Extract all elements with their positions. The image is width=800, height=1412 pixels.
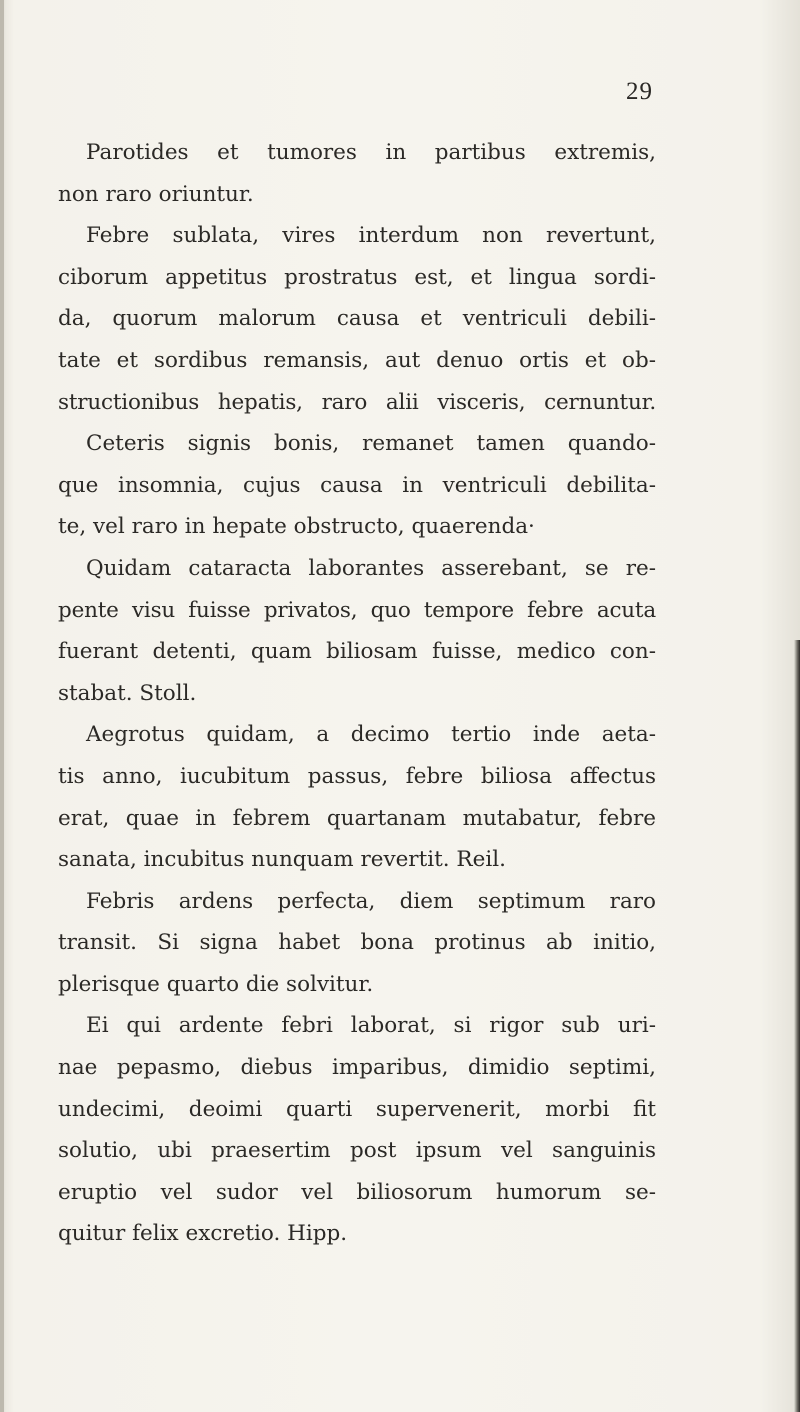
text-line: quitur felix excretio. Hipp. (58, 1221, 348, 1247)
body-text (58, 132, 656, 1255)
page-right-edge-shadow (794, 640, 800, 1412)
text-line: da, quorum malorum causa et ventriculi debili- (58, 306, 656, 332)
page-left-edge (0, 0, 4, 1412)
text-line: undecimi, deoimi quarti supervenerit, morbi fit (58, 1096, 656, 1122)
text-line: pente visu fuisse privatos, quo tempore febre acuta (58, 597, 656, 623)
text-line: solutio, ubi praesertim post ipsum vel sanguinis (58, 1138, 656, 1164)
text-line: structionibus hepatis, raro alii visceris, cernuntur. (58, 389, 656, 415)
text-line: tate et sordibus remansis, aut denuo ortis et ob- (58, 347, 656, 373)
text-line: Quidam cataracta laborantes asserebant, se re- (86, 555, 656, 581)
text-line: erat, quae in febrem quartanam mutabatur, febre (58, 805, 656, 831)
page-number: 29 (626, 78, 653, 105)
text-line: stabat. Stoll. (58, 680, 197, 706)
text-line: eruptio vel sudor vel biliosorum humorum se- (58, 1179, 656, 1205)
text-line: que insomnia, cujus causa in ventriculi debilita- (58, 472, 656, 498)
text-line: transit. Si signa habet bona protinus ab initio, (58, 930, 656, 956)
text-line: Parotides et tumores in partibus extremis, (86, 140, 656, 165)
text-line: tis anno, iucubitum passus, febre biliosa affectus (58, 763, 656, 789)
text-line: fuerant detenti, quam biliosam fuisse, medico con- (58, 639, 656, 665)
text-line: Ceteris signis bonis, remanet tamen quando- (86, 431, 656, 457)
text-line: Febre sublata, vires interdum non revertunt, (86, 223, 656, 249)
text-line: plerisque quarto die solvitur. (58, 971, 374, 997)
text-line: sanata, incubitus nunquam revertit. Reil. (58, 847, 506, 873)
text-line: ciborum appetitus prostratus est, et lingua sordi- (58, 264, 656, 290)
text-line: Aegrotus quidam, a decimo tertio inde aeta- (86, 722, 656, 748)
text-line: Ei qui ardente febri laborat, si rigor sub uri- (86, 1013, 656, 1039)
text-line: nae pepasmo, diebus imparibus, dimidio septimi, (58, 1055, 656, 1081)
text-line: non raro oriuntur. (58, 181, 254, 207)
text-line: te, vel raro in hepate obstructo, quaerenda· (58, 514, 535, 540)
text-line: Febris ardens perfecta, diem septimum raro (86, 888, 656, 914)
